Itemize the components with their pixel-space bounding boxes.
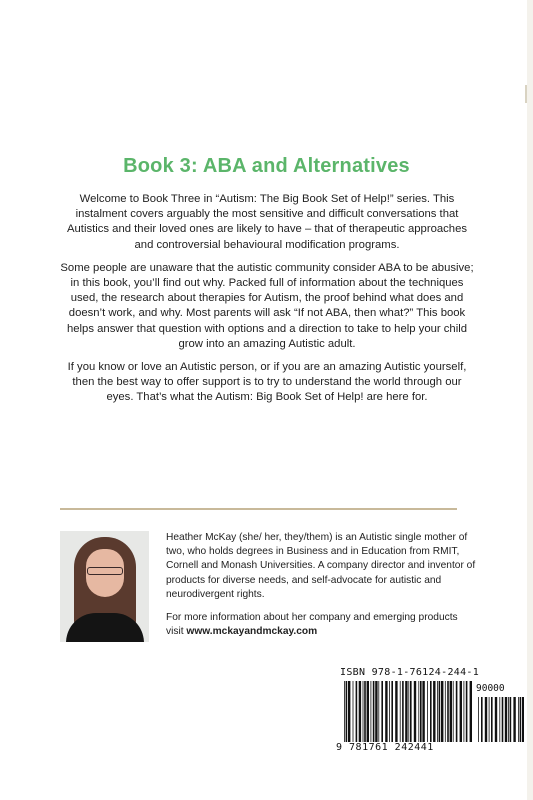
isbn-label: ISBN 978-1-76124-244-1 (340, 667, 480, 678)
section-divider (60, 508, 457, 510)
barcode-digits: 9 781761 242441 (336, 742, 434, 753)
blurb-paragraph-1: Welcome to Book Three in “Autism: The Big Book Set of Help!” series. This instalment covers arguably the most sensitive and difficult conversations that Autistics and their loved ones are likely to have – that of therapeutic approaches and controversial behavioural modification programs. (66, 193, 468, 251)
book-title: Book 3: ABA and Alternatives (123, 155, 410, 177)
more-info (166, 611, 476, 639)
isbn-barcode (344, 681, 474, 742)
blurb-paragraph-2: Some people are unaware that the autistic community consider ABA to be abusive; in this book, you’ll find out why. Packed full of information about the techniques used, the research about therapies for Autism, the proof behind what does and doesn’t work, and why. Most parents will ask “If not ABA, then what?” This book helps answer that question with options and a direction to take to help your child grow into an amazing Autistic adult. (60, 261, 474, 350)
price-barcode (478, 697, 524, 742)
spine-mark (525, 85, 527, 103)
more-info-text: For more information about her company and emerging products visit (166, 612, 458, 638)
blurb-paragraph-3: If you know or love an Autistic person, or if you are an amazing Autistic yourself, then the best way to offer support is to try to understand the world through our eyes. That’s what the Autism: Big Book Set of Help! are here for. (67, 361, 467, 404)
author-bio (166, 531, 476, 648)
price-code: 90000 (476, 683, 505, 694)
blurb (58, 192, 476, 414)
website-link: www.mckayandmckay.com (186, 626, 318, 638)
author-photo (60, 531, 149, 642)
spine-edge (527, 0, 533, 800)
author-bio-text: Heather McKay (she/ her, they/them) is an Autistic single mother of two, who holds degrees in Business and in Education from RMIT, Cornell and Monash Universities. A company director and inventor of products for diverse needs, and self-advocate for autistic and neurodivergent rights. (166, 532, 476, 600)
